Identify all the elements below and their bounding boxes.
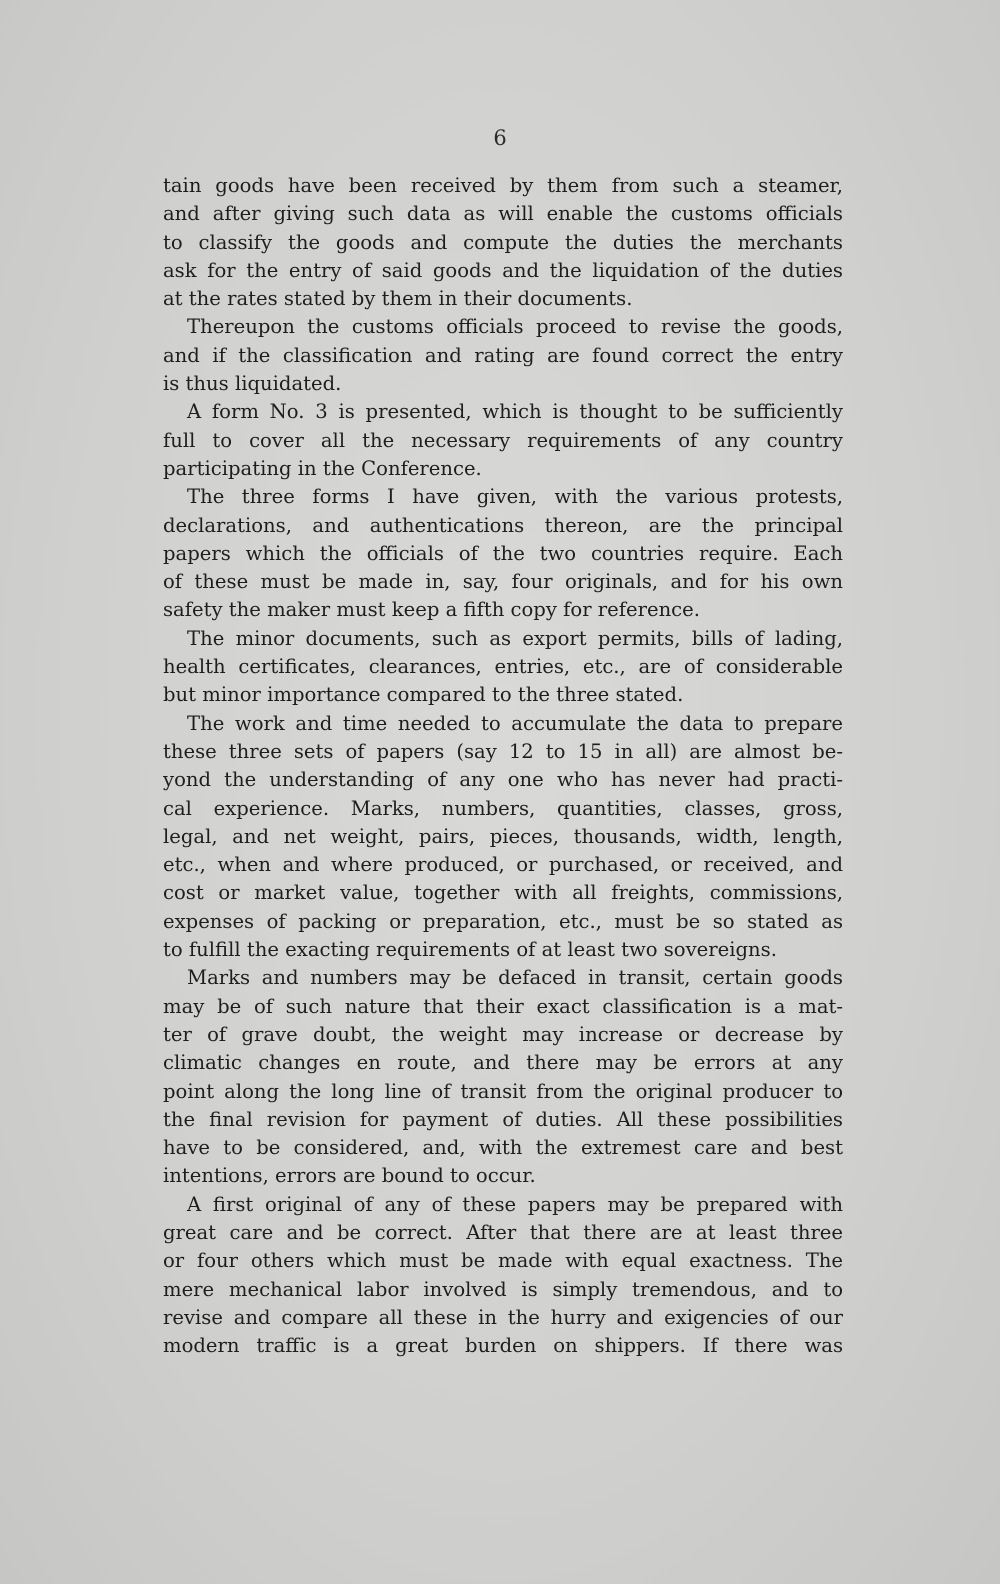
text-line: Marks and numbers may be defaced in transit, certain goods: [187, 966, 843, 990]
text-line: health certificates, clearances, entries, etc., are of considerable: [163, 655, 843, 679]
text-line: modern traffic is a great burden on shippers. If there was: [163, 1334, 843, 1358]
text-line: great care and be correct. After that there are at least three: [163, 1220, 843, 1244]
text-line: intentions, errors are bound to occur.: [163, 1164, 536, 1188]
text-line: have to be considered, and, with the extremest care and best: [163, 1136, 843, 1160]
text-line: etc., when and where produced, or purchased, or received, and: [163, 853, 843, 877]
page-number: 6: [493, 126, 507, 150]
text-line: participating in the Conference.: [163, 456, 482, 480]
text-line: cal experience. Marks, numbers, quantities, classes, gross,: [163, 796, 843, 820]
text-line: expenses of packing or preparation, etc., must be so stated as: [163, 909, 843, 933]
text-line: declarations, and authentications thereon, are the principal: [163, 513, 843, 537]
text-line: The minor documents, such as export permits, bills of lading,: [187, 626, 843, 650]
text-line: and after giving such data as will enable the customs officials: [163, 202, 843, 226]
text-line: the final revision for payment of duties. All these possibilities: [163, 1107, 843, 1131]
body-text: [163, 172, 843, 1360]
text-line: point along the long line of transit from the original producer to: [163, 1079, 843, 1103]
text-line: is thus liquidated.: [163, 372, 342, 396]
text-line: but minor importance compared to the three stated.: [163, 683, 684, 707]
text-line: revise and compare all these in the hurry and exigencies of our: [163, 1305, 843, 1329]
text-line: tain goods have been received by them from such a steamer,: [163, 174, 843, 197]
text-line: of these must be made in, say, four originals, and for his own: [163, 570, 843, 594]
text-line: and if the classification and rating are found correct the entry: [163, 343, 843, 367]
text-line: ter of grave doubt, the weight may increase or decrease by: [163, 1022, 843, 1046]
text-line: may be of such nature that their exact classification is a mat-: [163, 994, 843, 1018]
text-line: legal, and net weight, pairs, pieces, thousands, width, length,: [163, 824, 843, 848]
text-line: Thereupon the customs officials proceed to revise the goods,: [187, 315, 843, 339]
text-line: A first original of any of these papers may be prepared with: [187, 1192, 843, 1216]
text-line: to classify the goods and compute the duties the merchants: [163, 230, 843, 254]
text-line: full to cover all the necessary requirements of any country: [163, 428, 843, 452]
text-line: climatic changes en route, and there may be errors at any: [163, 1051, 843, 1075]
text-line: safety the maker must keep a fifth copy for reference.: [163, 598, 700, 622]
text-line: papers which the officials of the two countries require. Each: [163, 541, 843, 565]
text-line: at the rates stated by them in their documents.: [163, 287, 633, 311]
text-line: to fulfill the exacting requirements of at least two sovereigns.: [163, 938, 777, 962]
text-line: The work and time needed to accumulate the data to prepare: [187, 711, 843, 735]
text-line: The three forms I have given, with the various protests,: [187, 485, 843, 509]
text-line: or four others which must be made with equal exactness. The: [163, 1249, 843, 1273]
text-line: A form No. 3 is presented, which is thought to be sufficiently: [187, 400, 843, 424]
text-line: cost or market value, together with all freights, commissions,: [163, 881, 843, 905]
text-line: mere mechanical labor involved is simply tremendous, and to: [163, 1277, 843, 1301]
text-line: these three sets of papers (say 12 to 15 in all) are almost be-: [163, 739, 843, 763]
text-line: ask for the entry of said goods and the liquidation of the duties: [163, 258, 843, 282]
text-line: yond the understanding of any one who has never had practi-: [163, 768, 843, 792]
